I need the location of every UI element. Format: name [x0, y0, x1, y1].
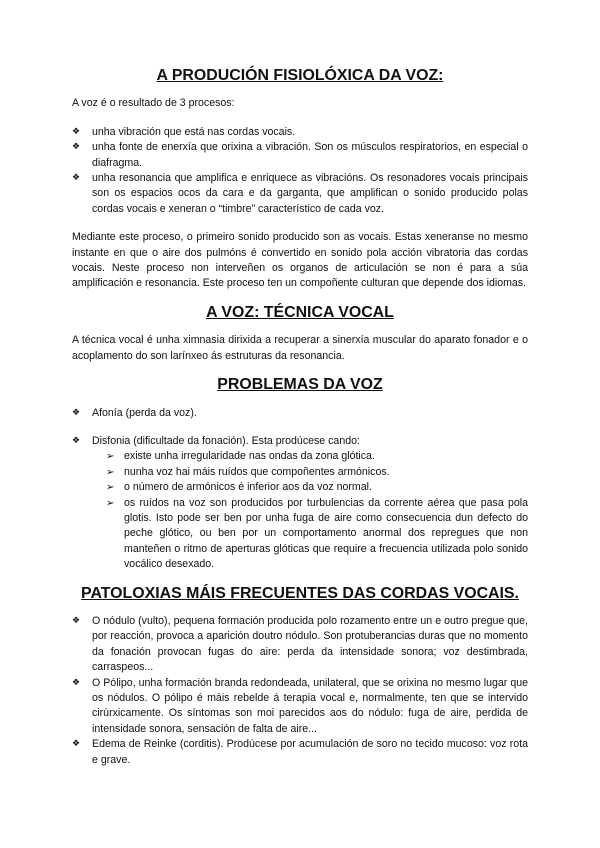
section-title-production: A PRODUCIÓN FISIOLÓXICA DA VOZ: [156, 67, 444, 84]
intro-text: A voz é o resultado de 3 procesos: [72, 97, 235, 110]
document-page [72, 68, 528, 768]
process-list [72, 125, 528, 217]
list-item: ❖ unha fonte de enerxía que orixina a vibración. Son os músculos respiratorios, en especial o diafragma. [72, 140, 528, 171]
list-item: ❖ unha resonancia que amplifica e enriquece as vibracións. Os resonadores vocais principais son os espacios ocos da cara e da garganta, que amplifican o sonido producido polas cordas vocais e xeneran o “timbre” característico de cada voz. [72, 171, 528, 217]
pathologies-list [72, 614, 528, 768]
list-item: ❖ O nódulo (vulto), pequena formación producida polo rozamento entre un e outro pregue que, por reacción, provoca a aparición doutro nódulo. Son protuberancias duras que no momento da fonación provocan fugas do aire: perda da intensidade sonora; voz destimbrada, carraspeos... [72, 614, 528, 676]
list-item: ❖ O Pólipo, unha formación branda redondeada, unilateral, que se orixina no mesmo lugar que os nódulos. O pólipo é máis rebelde á terapia vocal e, normalmente, ten que se intervido cirúrxicamente. Os síntomas son moi parecidos aos do nódulo: fuga de aire, perdida de intensidade sonora, sensación de falta de aire... [72, 676, 528, 738]
section-title-problems: PROBLEMAS DA VOZ [217, 376, 383, 394]
list-item: ❖ Edema de Reinke (corditis). Prodúcese por acumulación de soro no tecido mucoso: voz rota e grave. [72, 737, 528, 768]
section-title-technique: A VOZ: TÉCNICA VOCAL [206, 303, 394, 321]
problems-list-1 [72, 406, 528, 421]
list-item: ➢ o número de armónicos é inferior aos da voz normal. [106, 480, 528, 495]
list-item: ➢ os ruídos na voz son producidos por turbulencias da corrente aérea que pasa pola glotis. Isto pode ser ben por unha fuga de aire como consecuencia dun defecto do peche glótico, ou ben por un comportamento anormal dos repregues que non manteñen o ritmo de aperturas glóticas que require a frecuencia utilizada polo sonido vocálico desexado. [106, 496, 528, 573]
technique-paragraph: A técnica vocal é unha ximnasia dirixida a recuperar a sinerxía muscular do aparato fonador e o acoplamento do son larínxeo ás estruturas da resonancia. [72, 334, 528, 362]
problems-list-2 [72, 434, 528, 449]
list-item: ❖ Afonía (perda da voz). [72, 406, 528, 421]
dysphonia-causes-list [106, 449, 528, 572]
list-item: ❖ Disfonia (dificultade da fonación). Esta prodúcese cando: [72, 434, 528, 449]
production-paragraph: Mediante este proceso, o primeiro sonido producido son as vocais. Estas xeneranse no mesmo instante en que o aire dos pulmóns é convertido en sonido pola acción vibratoria das cordas vocais. Neste proceso non interveñen os organos de articulación se non é para a súa amplificación e resonancia. Este proceso ten un compoñente culturan que depende dos idiomas. [72, 231, 528, 290]
list-item: ➢ nunha voz hai máis ruídos que compoñentes armónicos. [106, 465, 528, 480]
section-title-pathologies: PATOLOXIAS MÁIS FRECUENTES DAS CORDAS VOCAIS. [81, 584, 519, 602]
list-item: ❖ unha vibración que está nas cordas vocais. [72, 125, 528, 140]
list-item: ➢ existe unha irregularidade nas ondas da zona glótica. [106, 449, 528, 464]
